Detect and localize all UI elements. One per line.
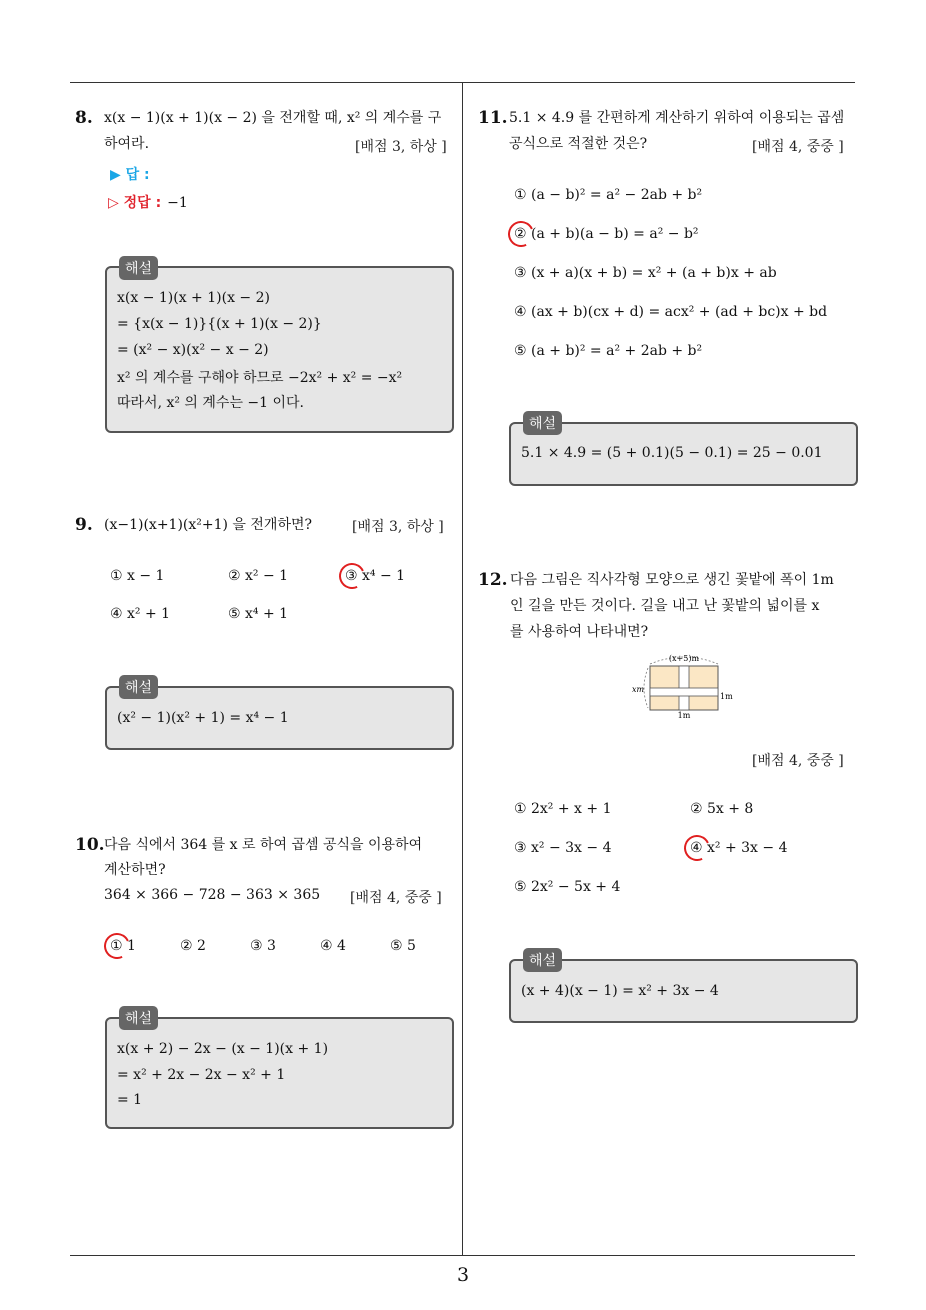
q12-choice-3[interactable]: ③ x² − 3x − 4 (514, 840, 612, 856)
q11-choice-2[interactable]: ② (a + b)(a − b) = a² − b² (514, 226, 699, 242)
q8-correct-label: ▷ 정답 : (108, 195, 162, 211)
q12-number: 12. (478, 570, 508, 590)
q11-score: [배점 4, 중중 ] (752, 139, 844, 155)
q12-flowerbed-figure (628, 652, 738, 718)
q11-choice-3[interactable]: ③ (x + a)(x + b) = x² + (a + b)x + ab (514, 265, 777, 281)
q10-text-line2: 계산하면? (104, 862, 166, 878)
q8-number: 8. (75, 108, 93, 128)
q10-text-line3: 364 × 366 − 728 − 363 × 365 (104, 887, 321, 903)
q9-choice-5[interactable]: ⑤ x⁴ + 1 (228, 606, 289, 622)
q10-choice-2[interactable]: ② 2 (180, 938, 206, 954)
q8-text-line2: 하여라. (104, 136, 150, 152)
q12-solution-tab: 해설 (523, 948, 562, 972)
q9-choice-2[interactable]: ② x² − 1 (228, 568, 289, 584)
fig-right-label: 1m (720, 692, 733, 701)
q10-choice-5[interactable]: ⑤ 5 (390, 938, 416, 954)
fig-bottom-label: 1m (677, 711, 691, 718)
q9-sol-line: (x² − 1)(x² + 1) = x⁴ − 1 (117, 710, 289, 726)
q10-choice-3[interactable]: ③ 3 (250, 938, 276, 954)
q12-choice-1[interactable]: ① 2x² + x + 1 (514, 801, 612, 817)
q8-sol-line: 따라서, x² 의 계수는 −1 이다. (117, 395, 305, 411)
q9-score: [배점 3, 하상 ] (352, 519, 444, 535)
q8-text-line1: x(x − 1)(x + 1)(x − 2) 을 전개할 때, x² 의 계수를 구 (104, 110, 442, 126)
q12-sol-line: (x + 4)(x − 1) = x² + 3x − 4 (521, 983, 719, 999)
q11-solution-tab: 해설 (523, 411, 562, 435)
q11-choice-4[interactable]: ④ (ax + b)(cx + d) = acx² + (ad + bc)x + bd (514, 304, 828, 320)
q12-selected-mark (680, 831, 713, 864)
q12-text-line1: 다음 그림은 직사각형 모양으로 생긴 꽃밭에 폭이 1m (510, 572, 834, 588)
q10-choice-1[interactable]: ① 1 (110, 938, 136, 954)
q8-correct-answer (108, 192, 188, 212)
q9-selected-mark (335, 559, 368, 592)
q12-choice-2[interactable]: ② 5x + 8 (690, 801, 754, 817)
q8-answer-label: ▶ 답 : (110, 167, 150, 183)
q9-choice-3[interactable]: ③ x⁴ − 1 (345, 568, 406, 584)
q11-selected-mark (504, 217, 537, 250)
q11-number: 11. (478, 108, 508, 128)
q11-text-line1: 5.1 × 4.9 를 간편하게 계산하기 위하여 이용되는 곱셈 (509, 110, 845, 126)
bottom-rule (70, 1255, 855, 1256)
q8-sol-line: = (x² − x)(x² − x − 2) (117, 342, 269, 358)
q10-solution-tab: 해설 (119, 1006, 158, 1030)
q12-choice-4[interactable]: ④ x² + 3x − 4 (690, 840, 788, 856)
q11-sol-line: 5.1 × 4.9 = (5 + 0.1)(5 − 0.1) = 25 − 0.01 (521, 445, 823, 461)
q11-choice-1[interactable]: ① (a − b)² = a² − 2ab + b² (514, 187, 703, 203)
q10-selected-mark (100, 929, 133, 962)
q10-number: 10. (75, 835, 105, 855)
page-number: 3 (456, 1264, 470, 1286)
q12-text-line3: 를 사용하여 나타내면? (510, 624, 649, 640)
q10-score: [배점 4, 중중 ] (350, 890, 442, 906)
q10-text-line1: 다음 식에서 364 를 x 로 하여 곱셈 공식을 이용하여 (104, 837, 423, 853)
q9-text-line1: (x−1)(x+1)(x²+1) 을 전개하면? (104, 517, 313, 533)
q8-solution-tab: 해설 (119, 256, 158, 280)
q9-choice-4[interactable]: ④ x² + 1 (110, 606, 171, 622)
q10-sol-line: x(x + 2) − 2x − (x − 1)(x + 1) (117, 1041, 329, 1057)
q12-text-line2: 인 길을 만든 것이다. 길을 내고 난 꽃밭의 넓이를 x (510, 598, 820, 614)
q8-correct-value: −1 (167, 195, 188, 211)
q10-sol-line: = x² + 2x − 2x − x² + 1 (117, 1067, 286, 1083)
q12-choice-5[interactable]: ⑤ 2x² − 5x + 4 (514, 879, 621, 895)
q12-score: [배점 4, 중중 ] (752, 753, 844, 769)
q8-sol-line: x(x − 1)(x + 1)(x − 2) (117, 290, 270, 306)
q10-choice-4[interactable]: ④ 4 (320, 938, 346, 954)
q8-sol-line: = {x(x − 1)}{(x + 1)(x − 2)} (117, 316, 322, 332)
q9-number: 9. (75, 515, 93, 535)
q8-score: [배점 3, 하상 ] (355, 139, 447, 155)
q10-sol-line: = 1 (117, 1092, 143, 1108)
column-divider (462, 83, 463, 1256)
q11-choice-5[interactable]: ⑤ (a + b)² = a² + 2ab + b² (514, 343, 703, 359)
fig-top-label: (x+5)m (668, 654, 700, 663)
q9-choice-1[interactable]: ① x − 1 (110, 568, 165, 584)
q8-sol-line: x² 의 계수를 구해야 하므로 −2x² + x² = −x² (117, 370, 403, 386)
q11-text-line2: 공식으로 적절한 것은? (509, 136, 648, 152)
q9-solution-tab: 해설 (119, 675, 158, 699)
fig-left-label: xm (632, 685, 645, 694)
